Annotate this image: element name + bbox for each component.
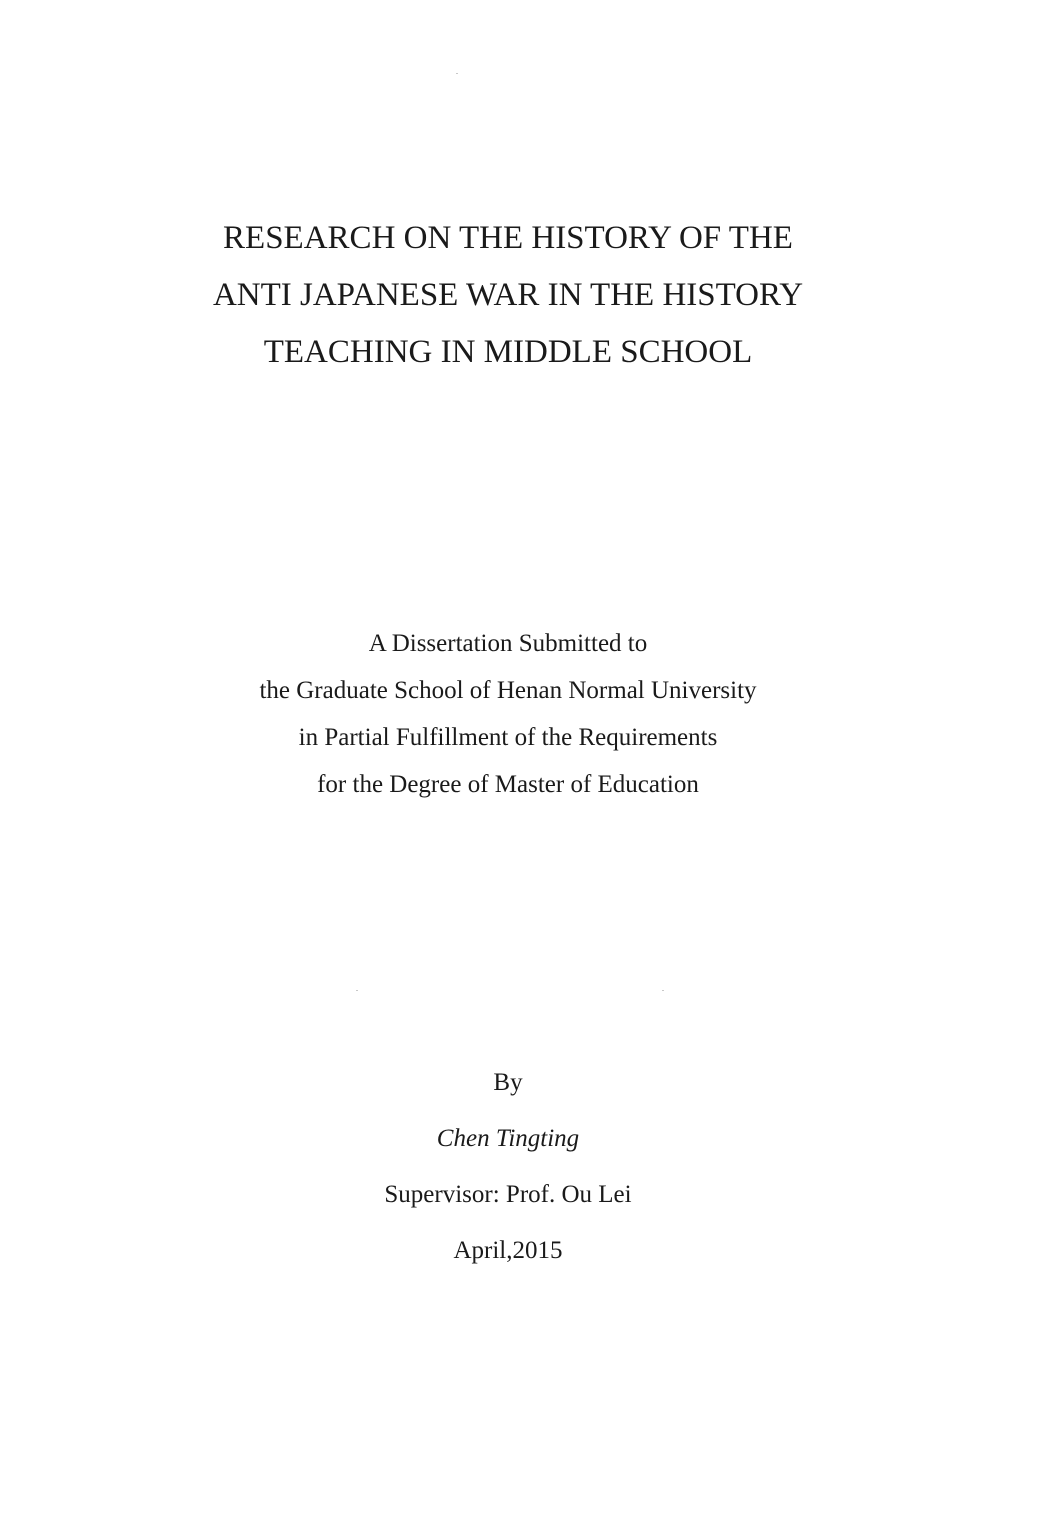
title-line-2: ANTI JAPANESE WAR IN THE HISTORY bbox=[212, 277, 804, 313]
submission-line-1: A Dissertation Submitted to bbox=[368, 630, 648, 657]
author-name: Chen Tingting bbox=[436, 1125, 580, 1152]
submission-line-4: for the Degree of Master of Education bbox=[317, 771, 699, 798]
submission-date: April,2015 bbox=[453, 1237, 563, 1264]
scan-speck bbox=[662, 990, 664, 991]
title-line-3: TEACHING IN MIDDLE SCHOOL bbox=[263, 334, 753, 370]
scan-speck bbox=[456, 73, 458, 74]
by-label: By bbox=[493, 1069, 523, 1096]
submission-line-3: in Partial Fulfillment of the Requirements bbox=[298, 724, 718, 751]
scan-speck bbox=[356, 990, 358, 991]
title-line-1: RESEARCH ON THE HISTORY OF THE bbox=[223, 220, 793, 256]
dissertation-title bbox=[0, 210, 1016, 381]
byline bbox=[0, 1055, 1016, 1279]
submission-line-2: the Graduate School of Henan Normal University bbox=[259, 677, 757, 704]
submission-statement bbox=[0, 620, 1016, 808]
supervisor-line: Supervisor: Prof. Ou Lei bbox=[384, 1181, 632, 1208]
